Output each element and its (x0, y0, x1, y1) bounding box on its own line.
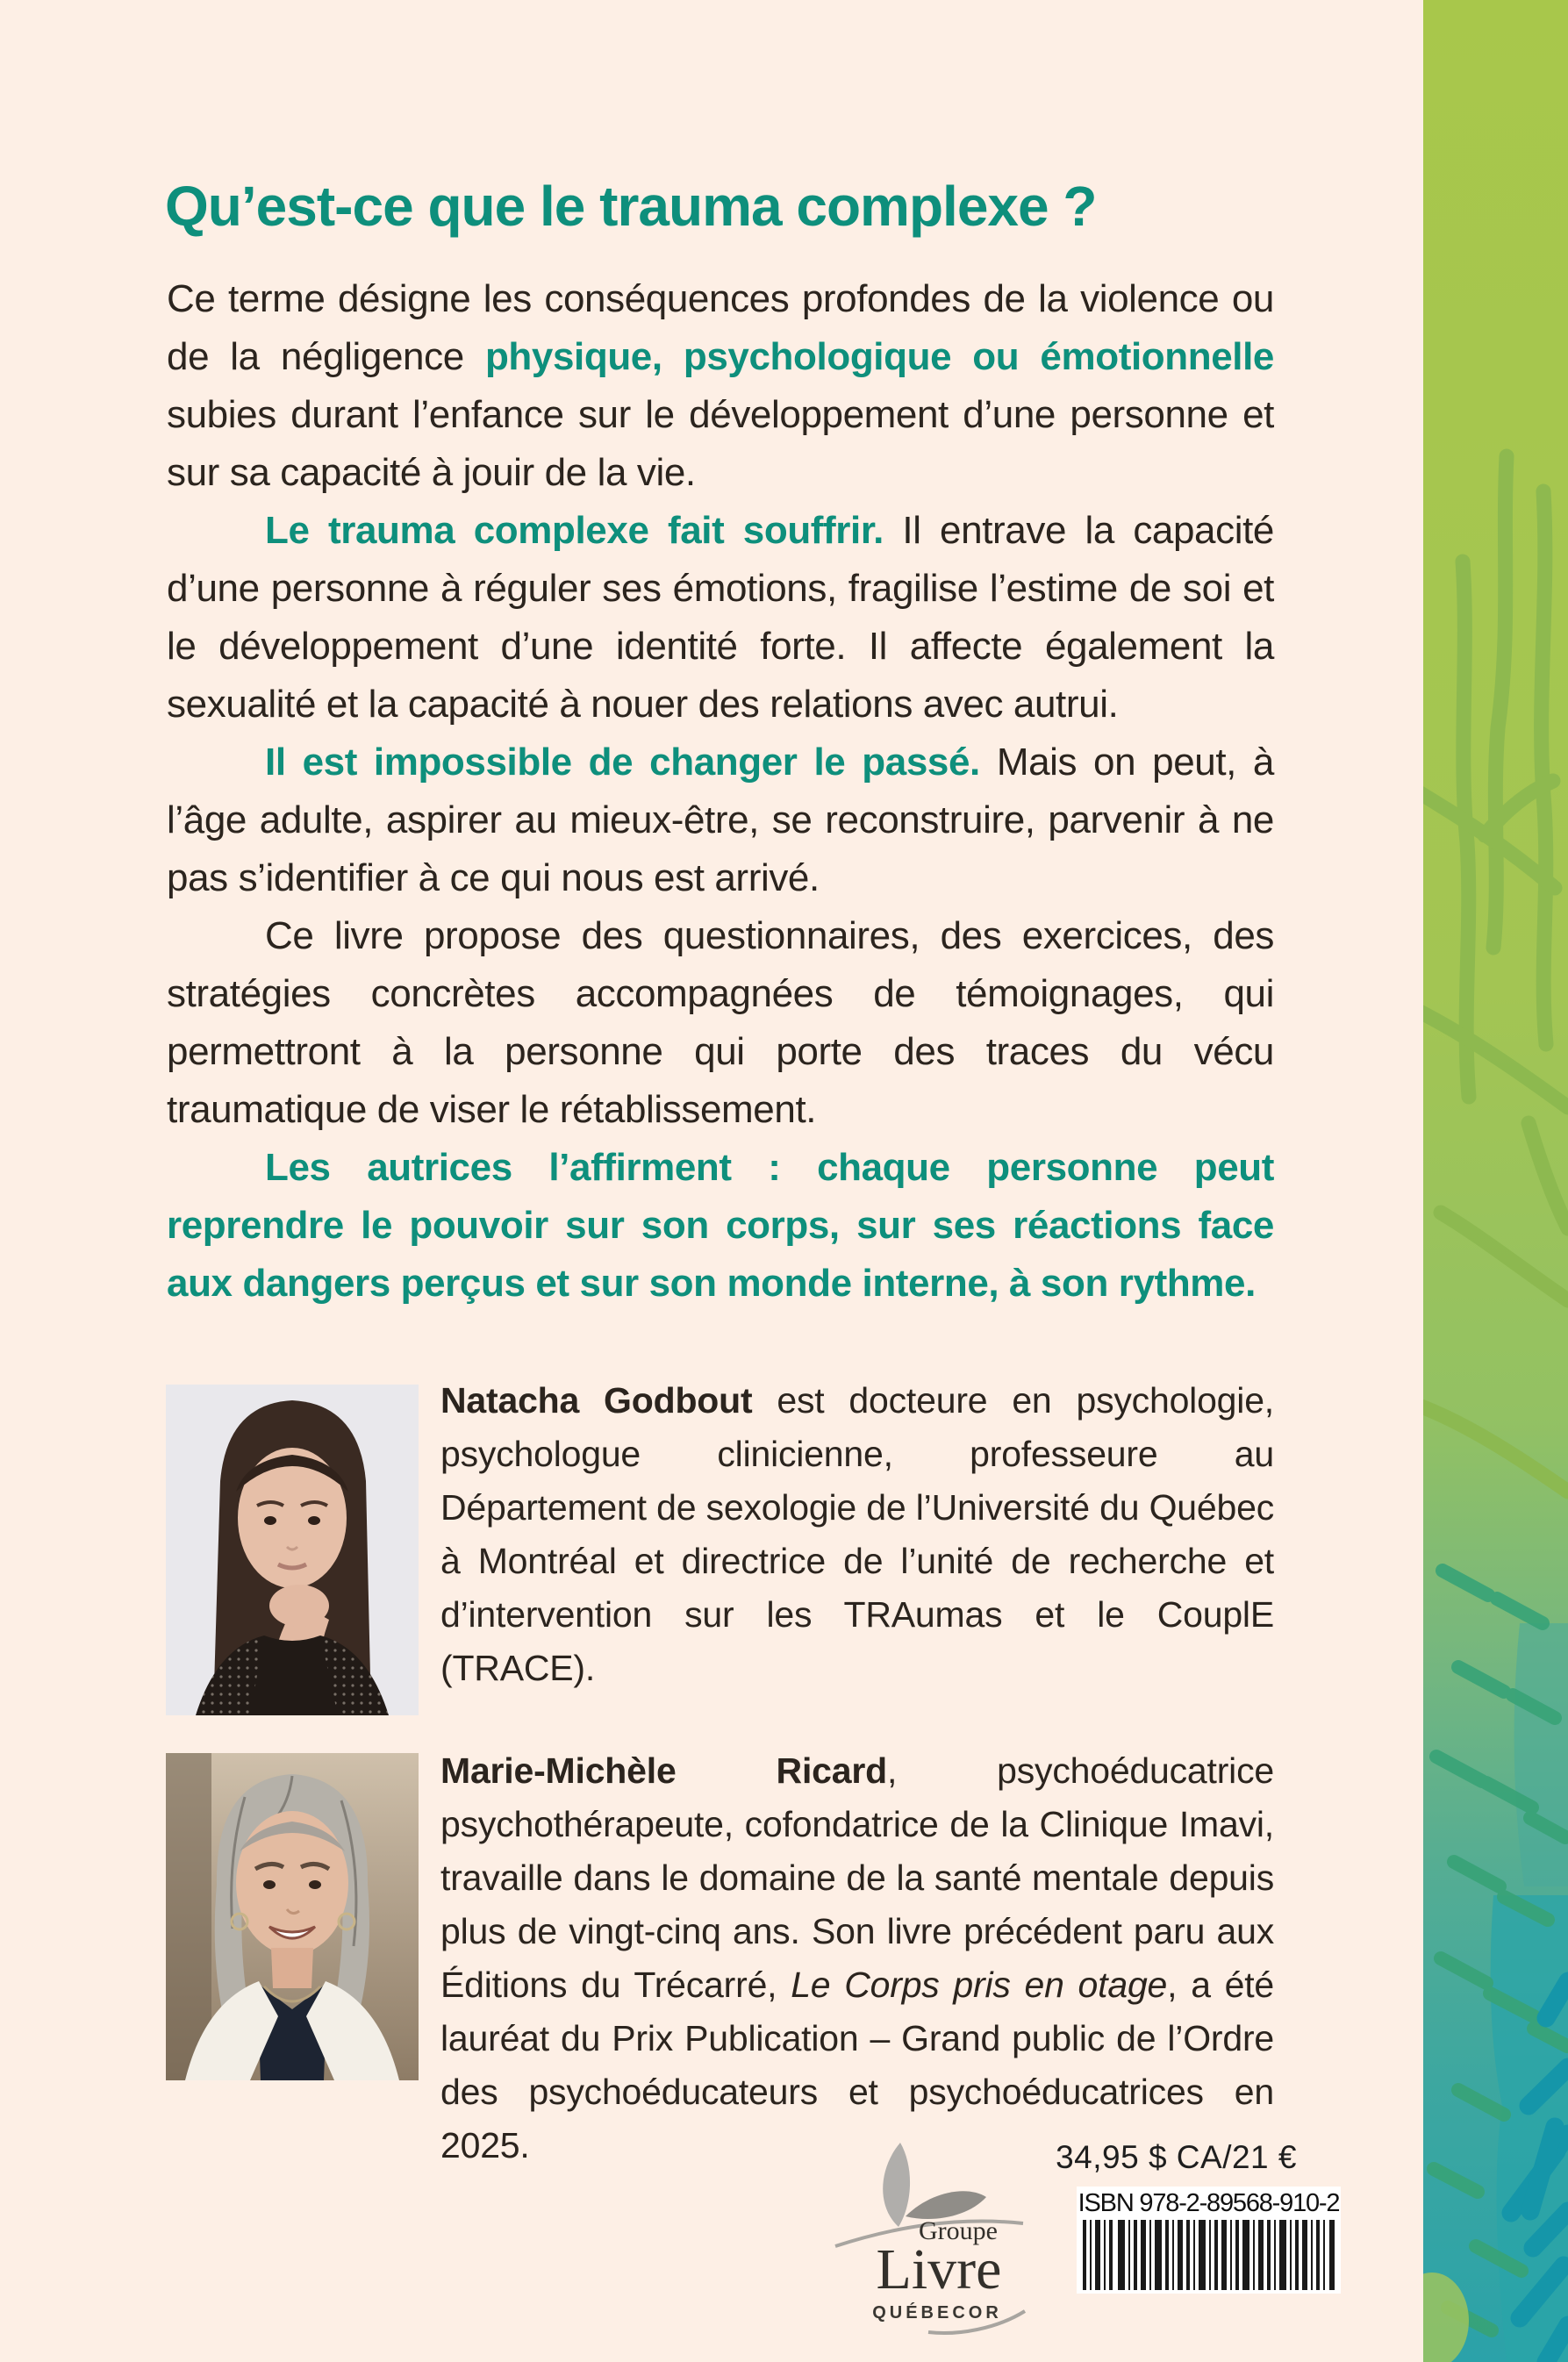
author-2-name: Marie-Michèle Ricard (440, 1750, 887, 1791)
barcode (1083, 2220, 1335, 2290)
photo1-eye-right (308, 1516, 320, 1525)
paragraph-3 (167, 734, 1274, 907)
paragraph-2 (167, 502, 1274, 734)
photo2-eye-right (309, 1880, 321, 1889)
photo2-eye-left (263, 1880, 276, 1889)
back-cover-copy (167, 270, 1274, 1313)
barcode-bars (1083, 2220, 1335, 2290)
paragraph-5-accent: Les autrices l’affirment : chaque personne peut reprendre le pouvoir sur son corps, sur ses réactions face aux dangers perçus et sur son monde interne, à son rythme. (167, 1146, 1274, 1305)
paragraph-3-segment: Mais on peut, à l’âge adulte, aspirer au mieux-être, se reconstruire, parvenir à ne pas s’identifier à ce qui nous est arrivé. (167, 741, 1274, 899)
decorative-strip (1423, 0, 1568, 2362)
author-1-name: Natacha Godbout (440, 1380, 753, 1421)
paragraph-1-segment: Ce terme désigne les conséquences profondes de la violence ou de la négligence (167, 277, 1274, 378)
logo-leaf-left (883, 2143, 910, 2227)
logo-livre-text: Livre (876, 2237, 1002, 2301)
author-1-text: est docteure en psychologie, psychologue clinicienne, professeure au Département de sexologie de l’Université du Québec à Montréal et directrice de l’unité de recherche et d’intervention sur les TRAumas et le CouplE (TRACE). (440, 1380, 1274, 1688)
paragraph-5 (167, 1139, 1274, 1313)
price-label: 34,95 $ CA/21 € (1056, 2139, 1297, 2175)
isbn-text: ISBN 978-2-89568-910-2 (1078, 2189, 1340, 2217)
author-photo-natacha-godbout (166, 1385, 419, 1715)
paragraph-2-segment: Il entrave la capacité d’une personne à réguler ses émotions, fragilise l’estime de soi et le développement d’une identité forte. Il affecte également la sexualité et la capacité à nouer des relations avec autrui. (167, 509, 1275, 726)
paragraph-4-segment: Ce livre propose des questionnaires, des exercices, des stratégies concrètes accompagnées de témoignages, qui permettront à la personne qui porte des traces du vécu traumatique de viser le rétablissement. (167, 914, 1274, 1131)
photo2-neck (271, 1948, 313, 1988)
photo1-hand-2 (269, 1585, 329, 1627)
paragraph-4 (167, 907, 1274, 1139)
author-bio-marie-michele-ricard (440, 1744, 1274, 2172)
paragraph-2-accent: Le trauma complexe fait souffrir. (265, 509, 884, 552)
author-2-text: , a été lauréat du Prix Publication – Grand public de l’Ordre des psychoéducateurs et psychoéducatrices en 2025. (440, 1965, 1275, 2165)
strip-overlay-mid (1514, 1623, 1568, 1886)
paragraph-3-accent: Il est impossible de changer le passé. (265, 741, 980, 784)
logo-quebecor-text: QUÉBECOR (872, 2303, 1002, 2323)
isbn-block (1077, 2187, 1341, 2294)
photo1-eye-left (264, 1516, 276, 1525)
page-title: Qu’est-ce que le trauma complexe ? (165, 175, 1097, 238)
logo-leaf-right (906, 2191, 986, 2219)
paragraph-1-segment: subies durant l’enfance sur le développement d’une personne et sur sa capacité à jouir de la vie. (167, 393, 1274, 494)
paragraph-1-accent: physique, psychologique ou émotionnelle (484, 335, 1274, 378)
author-photo-marie-michele-ricard (166, 1753, 419, 2080)
paragraph-1 (167, 270, 1274, 502)
author-2-book-title: Le Corps pris en otage (791, 1965, 1168, 2005)
author-2-text: , psychoéducatrice psychothérapeute, cofondatrice de la Clinique Imavi, travaille dans le domaine de la santé mentale depuis plus de vingt-cinq ans. Son livre précédent paru aux Éditions du Trécarré, (440, 1750, 1274, 2005)
logo-groupe-text: Groupe (919, 2216, 998, 2245)
author-bio-natacha-godbout (440, 1374, 1274, 1695)
